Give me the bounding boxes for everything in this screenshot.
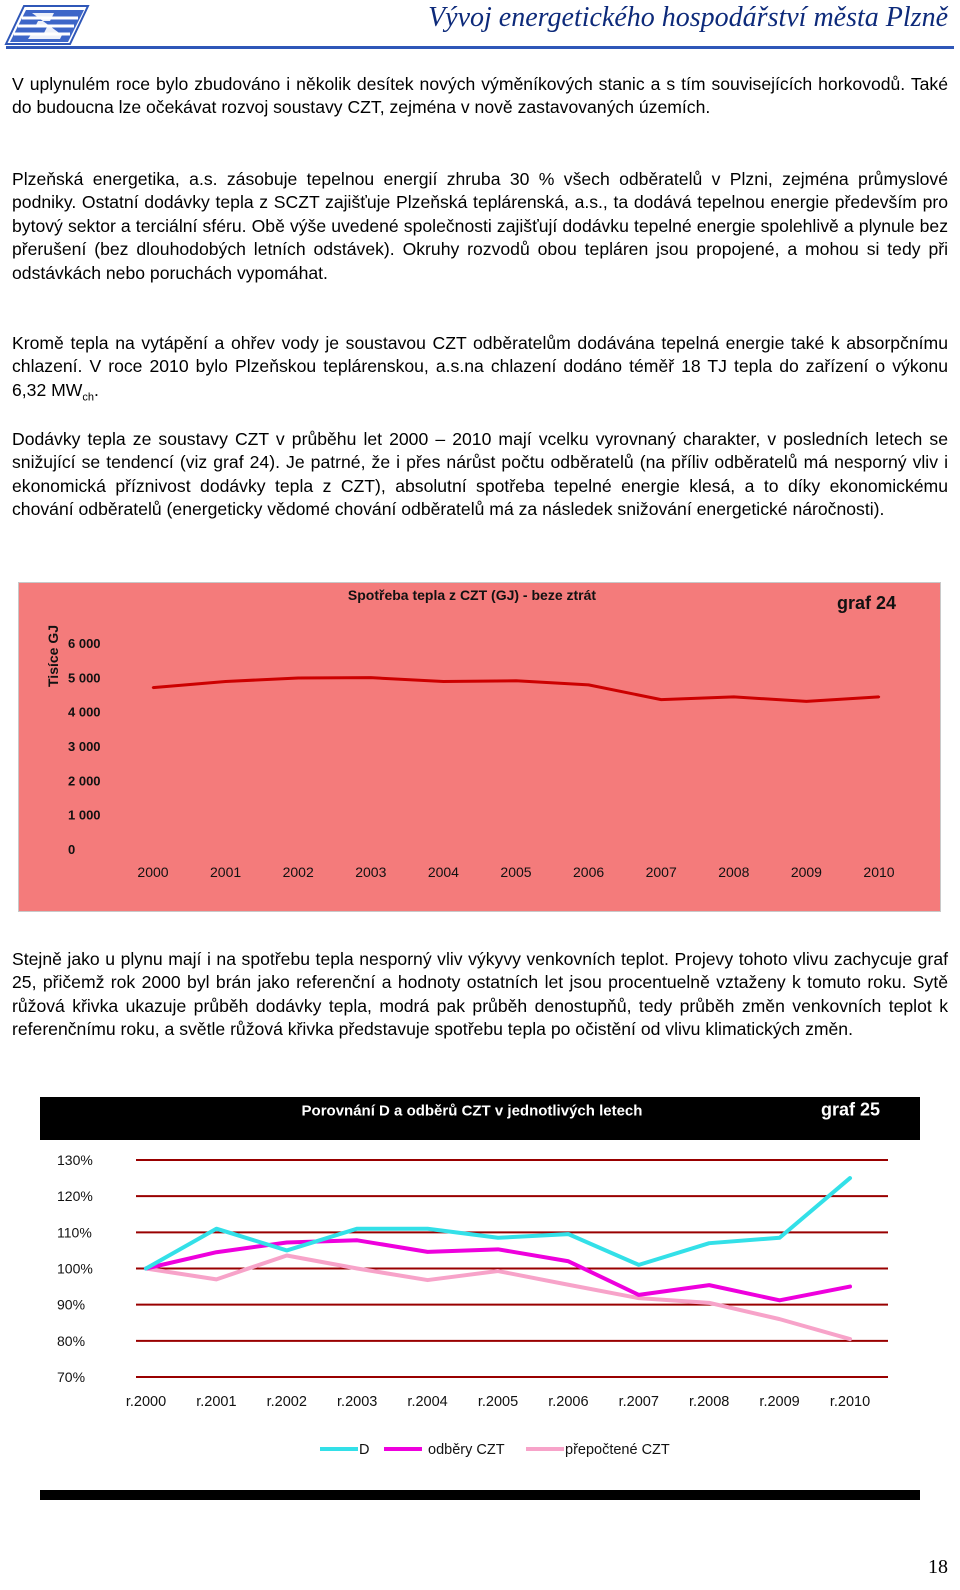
- y-tick-label: 6 000: [68, 636, 101, 651]
- data-point: [733, 696, 735, 698]
- x-tick-label: 2008: [718, 864, 750, 880]
- x-tick-label: 2005: [500, 864, 532, 880]
- y-tick-label: 120%: [57, 1188, 93, 1205]
- y-tick-label: 80%: [57, 1332, 86, 1349]
- legend-label: přepočtené CZT: [565, 1442, 670, 1458]
- data-point: [660, 698, 662, 700]
- city-logo: [4, 2, 90, 48]
- x-tick-label: 2007: [645, 864, 677, 880]
- header-rule: [6, 46, 954, 49]
- data-point: [152, 686, 154, 688]
- chart-tag: graf 25: [820, 1099, 880, 1120]
- x-tick-label: r.2002: [266, 1394, 307, 1410]
- y-tick-label: 5 000: [68, 670, 101, 686]
- x-tick-label: 2010: [863, 864, 895, 880]
- paragraph-1: V uplynulém roce bylo zbudováno i několik desítek nových výměníkových stanic a s tím souvisejících horkovodů. Také do budoucna lze očekávat rozvoj soustavy CZT, zejména v nově zastavovaných územích.: [12, 74, 948, 118]
- data-point: [587, 684, 589, 686]
- paragraph-4: Dodávky tepla ze soustavy CZT v průběhu let 2000 – 2010 mají vcelku vyrovnaný charakter, v posledních letech se snižující se tendencí (viz graf 24). Je patrné, že i přes nárůst počtu odběratelů (na příliv odběratelů má nesporný vliv i ekonomická příznivost dodávky tepla z CZT), absolutní spotřeba tepelné energie klesá, a to díky ekonomickému chování odběratelů (energeticky vědomé chování odběratelů má za následek snižování energetické náročnosti).: [12, 429, 948, 520]
- data-point: [442, 680, 444, 682]
- x-tick-label: 2006: [573, 864, 605, 880]
- y-tick-label: 4 000: [68, 704, 101, 720]
- chart-tag: graf 24: [836, 593, 896, 613]
- y-tick-label: 0: [68, 842, 76, 857]
- data-point: [297, 677, 299, 679]
- y-tick-label: 110%: [57, 1224, 92, 1241]
- header-title: Vývoj energetického hospodářství města Plzně: [428, 2, 948, 33]
- x-tick-label: 2009: [790, 864, 822, 880]
- x-tick-label: r.2007: [618, 1394, 659, 1410]
- data-point: [515, 680, 517, 682]
- y-tick-label: 70%: [57, 1369, 86, 1385]
- data-point: [370, 676, 372, 678]
- x-tick-label: 2002: [282, 864, 314, 880]
- chart-graf-24: [18, 582, 941, 912]
- data-point: [878, 696, 880, 698]
- chart-background: [18, 582, 941, 912]
- y-tick-label: 100%: [57, 1260, 93, 1277]
- y-tick-label: 2 000: [68, 773, 101, 789]
- y-tick-label: 1 000: [68, 807, 101, 823]
- legend-label: odběry CZT: [428, 1442, 505, 1458]
- x-tick-label: r.2000: [125, 1394, 167, 1410]
- x-tick-label: 2000: [137, 864, 169, 880]
- x-tick-label: 2003: [355, 864, 387, 880]
- x-tick-label: r.2001: [196, 1394, 237, 1410]
- x-tick-label: r.2006: [548, 1394, 589, 1410]
- x-tick-label: r.2010: [829, 1394, 871, 1410]
- x-tick-label: 2004: [427, 864, 459, 880]
- paragraph-3: Kromě tepla na vytápění a ohřev vody je soustavou CZT odběratelům dodávána tepelná energie také k absorpčnímu chlazení. V roce 2010 bylo Plzeňskou teplárenskou, a.s.na chlazení dodáno téměř 18 TJ tepla do zařízení o výkonu 6,32 $MW_{ch}$.: [12, 333, 948, 404]
- x-tick-label: r.2004: [407, 1394, 448, 1410]
- data-point: [805, 700, 807, 702]
- x-tick-label: r.2009: [759, 1394, 800, 1410]
- data-point: [224, 680, 226, 682]
- x-tick-label: r.2003: [337, 1394, 378, 1410]
- x-tick-label: 2001: [210, 864, 242, 880]
- chart-title: Porovnání D a odběrů CZT v jednotlivých letech: [301, 1102, 643, 1120]
- chart-graf-25: [40, 1097, 920, 1500]
- chart-title: Spotřeba tepla z CZT (GJ) - beze ztrát: [347, 587, 597, 603]
- y-tick-label: 130%: [57, 1152, 93, 1168]
- y-tick-label: 3 000: [68, 739, 101, 754]
- y-tick-label: 90%: [57, 1296, 86, 1313]
- paragraph-5: Stejně jako u plynu mají i na spotřebu tepla nesporný vliv výkyvy venkovních teplot. Projevy tohoto vlivu zachycuje graf 25, přičemž rok 2000 byl brán jako referenční a hodnoty ostatních let jsou procentuelně vztaženy k tomuto roku. Sytě růžová křivka ukazuje průběh dodávky tepla, modrá pak průběh denostupňů, tedy průběh změn venkovních teplot k referenčnímu roku, a světle růžová křivka představuje spotřebu tepla po očistění od vlivu klimatických změn.: [12, 949, 948, 1040]
- page-number: 18: [928, 1556, 948, 1578]
- x-tick-label: r.2005: [477, 1394, 519, 1410]
- y-axis-label: Tisíce GJ: [45, 624, 61, 688]
- x-tick-label: r.2008: [689, 1394, 730, 1410]
- plot-area: [40, 1140, 920, 1490]
- legend-label: D: [359, 1442, 370, 1458]
- paragraph-2: Plzeňská energetika, a.s. zásobuje tepelnou energií zhruba 30 % všech odběratelů v Plzni, zejména průmyslové podniky. Ostatní dodávky tepla z SCZT zajišťuje Plzeňská teplárenská, a.s., ta dodává tepelnou energie především pro bytový sektor a terciální sféru. Obě výše uvedené společnosti zajišťují dodávku tepelné energie spolehlivě a plynule bez přerušení (bez dlouhodobých letních odstávek). Okruhy rozvodů obou tepláren jsou propojené, a mohou si tedy při odstávkách nebo poruchách vypomáhat.: [12, 169, 948, 283]
